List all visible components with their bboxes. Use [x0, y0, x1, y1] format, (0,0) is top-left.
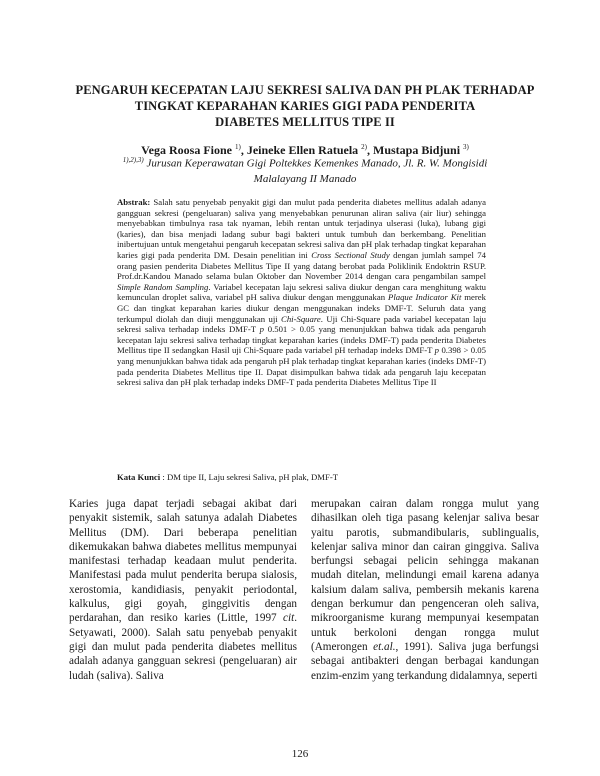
body-paragraph: [69, 497, 297, 683]
body-text: merupakan cairan dalam rongga mulut yang dihasilkan oleh tiga pasang kelenjar saliva besar yaitu parotis, submandibularis, sublingualis, kelenjar saliva minor dan cairan ginggiva. Saliva berfungsi sebagai pelicin sehingga makanan mudah ditelan, melindungi email karena adanya kalsium dalam saliva, pembersih mekanis karena dengan berkumur dan pengenceran oleh saliva, mikroorganisme kurang mempunyai kesempatan untuk berkoloni dengan rongga mulut (Amerongen: [311, 498, 539, 653]
body-paragraph: [311, 497, 539, 683]
abstract-text: merek GC dan tingkat keparahan karies diukur dengan menggunakan indeks DMF-T. Seluruh data yang terkumpul diolah dan diuji menggunakan uji: [117, 292, 487, 324]
body-column-left: [69, 497, 297, 683]
abstract-italic: p: [259, 324, 264, 335]
abstract-italic: Plaque Indicator Kit: [388, 292, 462, 303]
author-affil-sup: 3): [463, 143, 469, 151]
abstract-text: 0.501 > 0.05 yang menunjukkan bahwa tidak ada pengaruh kecepatan laju sekresi saliva terhadap tingkat keparahan karies (indeks DMF-T) pada penderita Diabetes Mellitus tipe II sedangkan Hasil uji Chi-Square pada variabel pH terhadap indeks DMF-T: [117, 324, 486, 356]
author-affil-sup: 2): [361, 143, 368, 151]
author-name: Mustapa Bidjuni: [373, 143, 461, 157]
affiliation: [60, 153, 550, 187]
abstract-text: . Uji Chi-Square pada variabel kecepatan laju sekresi saliva terhadap indeks DMF-T: [117, 313, 486, 335]
author-name: Vega Roosa Fione: [141, 143, 232, 157]
abstract-italic: Cross Sectional Study: [311, 249, 390, 260]
title-line-1: PENGARUH KECEPATAN LAJU SEKRESI SALIVA DAN PH PLAK TERHADAP: [75, 83, 535, 97]
affiliation-text: Jurusan Keperawatan Gigi Poltekkes Kemenkes Manado, Jl. R. W. Mongisidi: [146, 157, 488, 170]
keywords-label: Kata Kunci: [117, 472, 161, 482]
paper-title: [70, 82, 540, 130]
affiliation-sup: 1),2),3): [122, 156, 144, 164]
abstract-text: . Variabel kecepatan laju sekresi saliva diukur dengan cara menghitung waktu kemunculan droplet saliva, variabel pH saliva diukur dengan menggunakan: [117, 281, 486, 303]
abstract-label: Abstrak:: [117, 197, 151, 207]
abstract-text: dengan jumlah sampel 74 orang pasien penderita Diabetes Mellitus Tipe II yang datang berobat pada Poliklinik Endoktrin RSUP. Prof.dr.Kandou Manado selama bulan Oktober dan November 2014 dengan cara pengambilan sampel: [117, 249, 486, 282]
body-italic: et.al.: [373, 640, 396, 653]
body-text: , 1991). Saliva juga berfungsi sebagai antibakteri dengan berbagai kandungan enzim-enzim yang terkandung didalamnya, seperti: [311, 640, 539, 682]
keywords-text: : DM tipe II, Laju sekresi Saliva, pH plak, DMF-T: [160, 472, 339, 482]
abstract-text: Salah satu penyebab penyakit gigi dan mulut pada penderita diabetes mellitus adalah adanya gangguan sekresi (pengeluaran) saliva yang menyebabkan penurunan aliran saliva (air liur) sehingga menyebabkan timbulnya rasa tak nyaman, lebih rentan untuk terjadinya ulserasi (luka), lubang gigi (karies), dan bisa menjadi ladang subur bagi bakteri untuk tumbuh dan berkembang. Penelitian inibertujuan untuk mengetahui pengaruh kecepatan sekresi saliva dan pH plak terhadap tingkat keparahan karies gigi pada penderita DM. Desain penelitian ini: [117, 197, 486, 260]
abstract-italic: Chi-Square: [281, 313, 321, 324]
author-separator: ,: [240, 143, 247, 157]
body-column-right: [311, 497, 539, 683]
title-line-2: TINGKAT KEPARAHAN KARIES GIGI PADA PENDERITA: [134, 99, 476, 113]
abstract: [117, 197, 486, 388]
affiliation-line-1: [60, 153, 550, 172]
body-text: Karies juga dapat terjadi sebagai akibat dari penyakit sistemik, salah satunya adalah Diabetes Mellitus (DM). Dari beberapa penelitian dikemukakan bahwa diabetes mellitus mempunyai manifestasi terhadap keadaan mulut penderita. Manifestasi pada mulut penderita berupa sialosis, xerostomia, kandidiasis, penyakit periodontal, kalkulus, gigi goyah, ginggivitis dengan perdarahan, dan resiko karies (Little, 1997: [69, 498, 297, 625]
page-number: 126: [291, 748, 309, 760]
body-italic: cit: [283, 612, 295, 625]
abstract-text: 0.398 > 0.05 yang menunjukkan bahwa tidak ada pengaruh pH plak terhadap tingkat keparahan karies (indeks DMF-T) pada penderita Diabetes Mellitus tipe II. Dapat disimpulkan bahwa tidak ada pengaruh laju kecepatan sekresi saliva dan pH plak terhadap indeks DMF-T pada penderita Diabetes Mellitus Tipe II: [117, 345, 486, 388]
keywords: [117, 472, 486, 483]
abstract-italic: p: [434, 345, 440, 356]
author-affil-sup: 1): [235, 143, 241, 151]
title-line-3: DIABETES MELLITUS TIPE II: [215, 115, 395, 129]
author-separator: ,: [367, 143, 374, 157]
body-text: . Setyawati, 2000). Salah satu penyebab penyakit gigi dan mulut pada penderita diabetes mellitus adalah adanya gangguan sekresi (pengeluaran) air ludah (saliva). Saliva: [69, 612, 297, 682]
abstract-italic: Simple Random Sampling: [117, 281, 209, 292]
affiliation-line-2: Malalayang II Manado: [253, 172, 357, 185]
author-name: Jeineke Ellen Ratuela: [246, 143, 359, 157]
